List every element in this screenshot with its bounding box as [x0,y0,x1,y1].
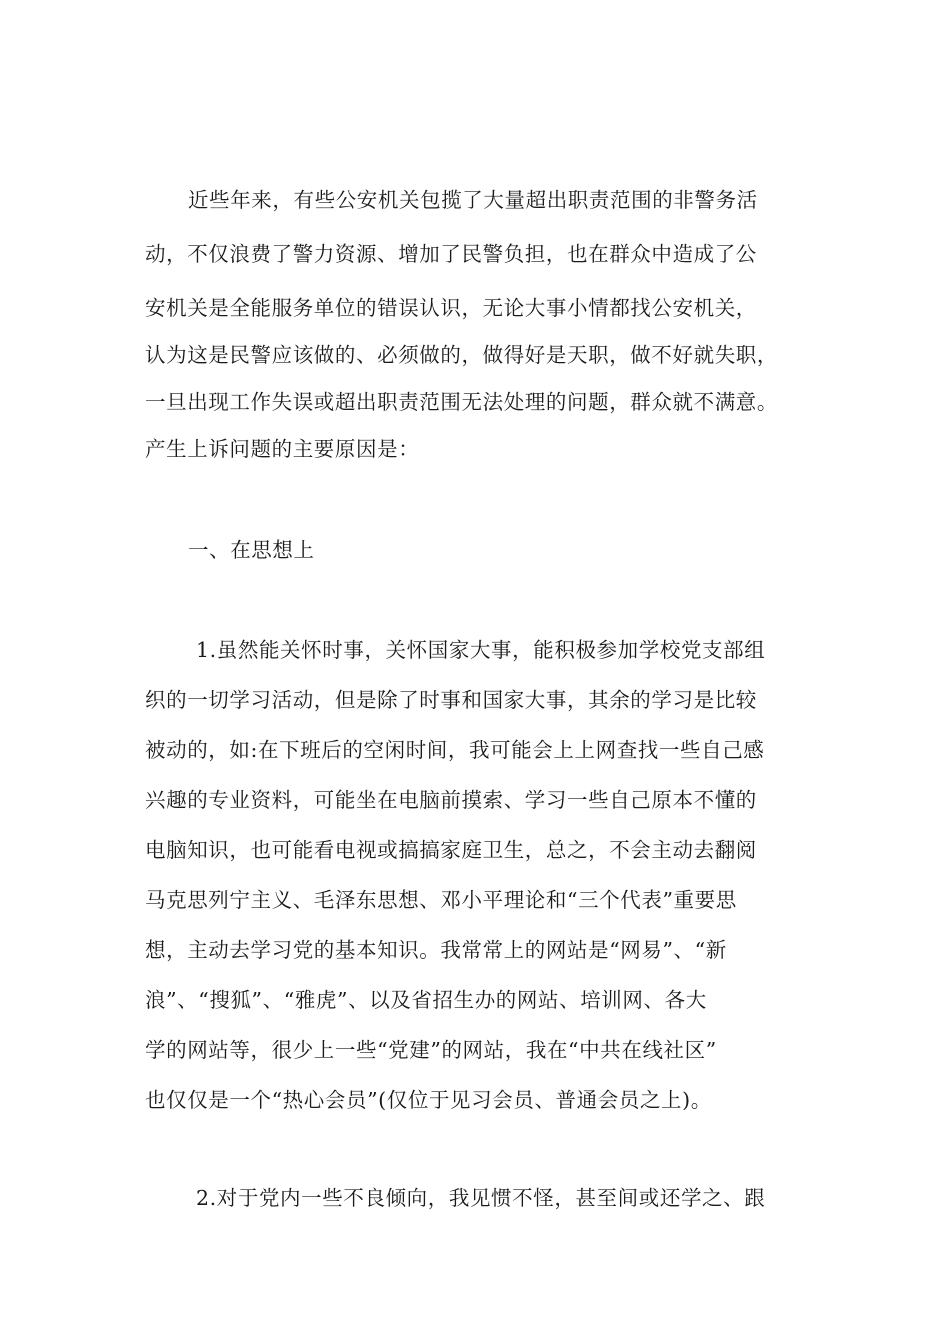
intro-line-3: 安机关是全能服务单位的错误认识，无论大事小情都找公安机关， [145,296,757,320]
item1-line-9: 学的网站等，很少上一些“党建”的网站，我在“中共在线社区” [145,1038,717,1062]
item1-line-8: 浪”、“搜狐”、“雅虎”、以及省招生办的网站、培训网、各大 [145,988,707,1012]
intro-line-2: 动，不仅浪费了警力资源、增加了民警负担，也在群众中造成了公 [145,242,757,266]
item1-line-5: 电脑知识，也可能看电视或搞搞家庭卫生，总之，不会主动去翻阅 [145,838,757,862]
item1-line-4: 兴趣的专业资料，可能坐在电脑前摸索、学习一些自己原本不懂的 [145,788,757,812]
intro-line-4: 认为这是民警应该做的、必须做的，做得好是天职，做不好就失职， [145,343,778,367]
item1-line-10: 也仅仅是一个“热心会员”(仅位于见习会员、普通会员之上)。 [145,1088,712,1112]
item1-line-3: 被动的，如:在下班后的空闲时间，我可能会上上网查找一些自己感 [145,738,765,762]
item1-line-6: 马克思列宁主义、毛泽东思想、邓小平理论和“三个代表”重要思 [145,888,737,912]
item1-line-2: 织的一切学习活动，但是除了时事和国家大事，其余的学习是比较 [145,688,757,712]
item1-line-1: 1.虽然能关怀时事，关怀国家大事，能积极参加学校党支部组 [196,638,766,662]
item2-line-1: 2.对于党内一些不良倾向，我见惯不怪，甚至间或还学之、跟 [196,1186,766,1210]
intro-line-5: 一旦出现工作失误或超出职责范围无法处理的问题，群众就不满意。 [145,390,778,414]
intro-line-1: 近些年来，有些公安机关包揽了大量超出职责范围的非警务活 [188,188,758,212]
item1-line-7: 想，主动去学习党的基本知识。我常常上的网站是“网易”、“新 [145,938,727,962]
section-heading: 一、在思想上 [188,538,315,562]
intro-line-6: 产生上诉问题的主要原因是： [145,437,420,461]
